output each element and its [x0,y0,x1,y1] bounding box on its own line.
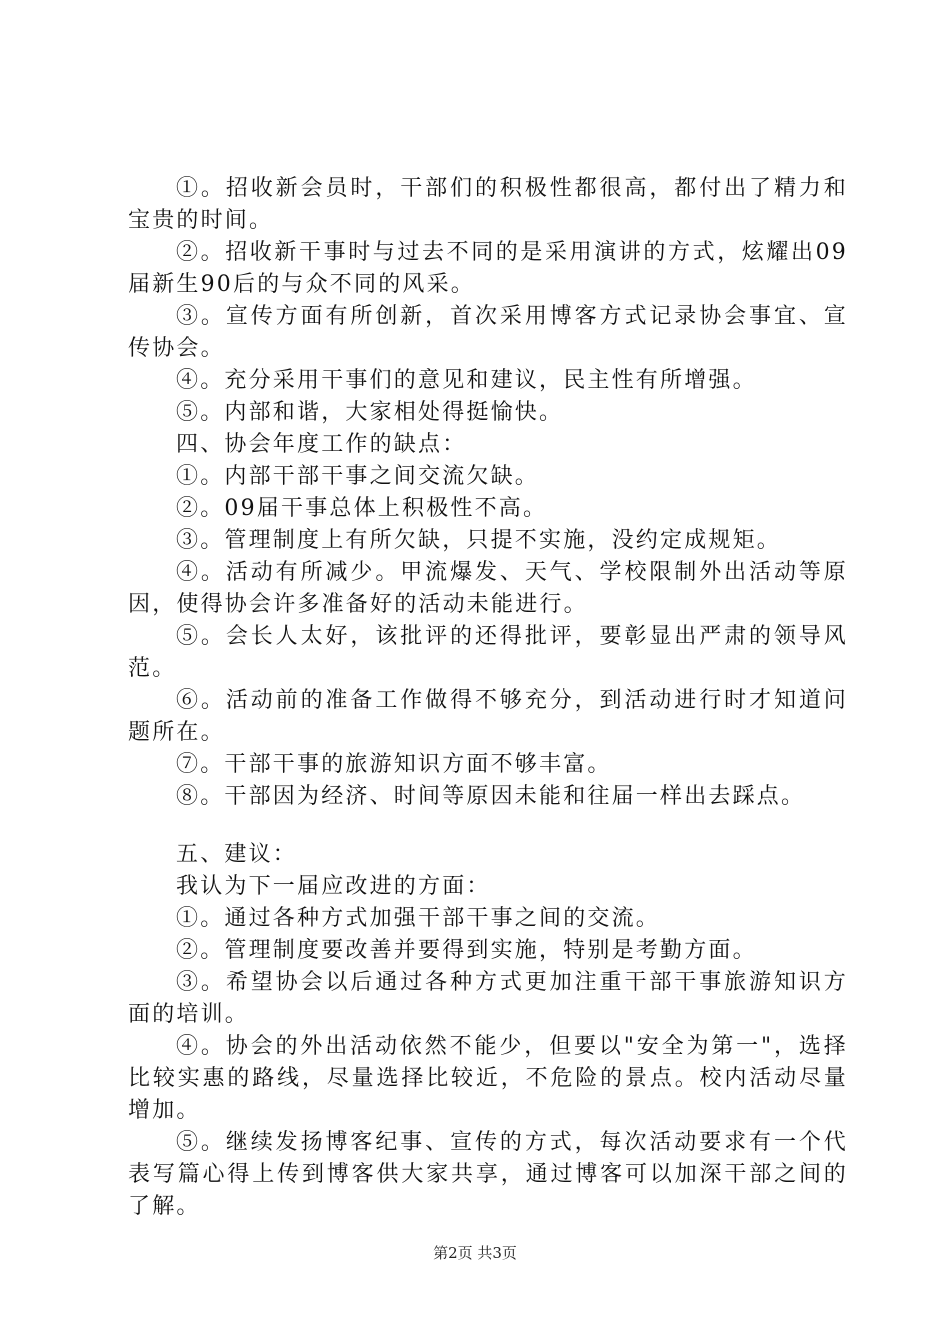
document-body [128,173,848,1223]
paragraph-strength-5: ⑤。内部和谐，大家相处得挺愉快。 [176,400,564,425]
section-heading-shortcomings: 四、协会年度工作的缺点： [176,432,467,457]
paragraph-shortcoming-1: ①。内部干部干事之间交流欠缺。 [176,464,540,489]
paragraph-shortcoming-2: ②。09届干事总体上积极性不高。 [176,496,548,521]
paragraph-shortcoming-7: ⑦。干部干事的旅游知识方面不够丰富。 [176,752,612,777]
paragraph-strength-2: ②。招收新干事时与过去不同的是采用演讲的方式，炫耀出09届新生90后的与众不同的风采。 [128,240,848,297]
paragraph-shortcoming-3: ③。管理制度上有所欠缺，只提不实施，没约定成规矩。 [176,528,782,553]
paragraph-strength-1: ①。招收新会员时，干部们的积极性都很高，都付出了精力和宝贵的时间。 [128,176,848,233]
paragraph-spacer [128,813,848,839]
paragraph-shortcoming-4: ④。活动有所减少。甲流爆发、天气、学校限制外出活动等原因，使得协会许多准备好的活动未能进行。 [128,560,848,617]
paragraph-shortcoming-8: ⑧。干部因为经济、时间等原因未能和往届一样出去踩点。 [176,784,806,809]
paragraph-strength-4: ④。充分采用干事们的意见和建议，民主性有所增强。 [176,368,757,393]
page-number-footer: 第2页 共3页 [433,1244,517,1262]
paragraph-strength-3: ③。宣传方面有所创新，首次采用博客方式记录协会事宜、宣传协会。 [128,304,848,361]
paragraph-suggestion-1: ①。通过各种方式加强干部干事之间的交流。 [176,906,661,931]
paragraph-suggestion-intro: 我认为下一届应改进的方面： [176,874,491,899]
paragraph-suggestion-2: ②。管理制度要改善并要得到实施，特别是考勤方面。 [176,938,757,963]
paragraph-suggestion-4: ④。协会的外出活动依然不能少，但要以"安全为第一"，选择比较实惠的路线，尽量选择比较近，不危险的景点。校内活动尽量增加。 [128,1034,848,1123]
paragraph-shortcoming-5: ⑤。会长人太好，该批评的还得批评，要彰显出严肃的领导风范。 [128,624,848,681]
paragraph-suggestion-5: ⑤。继续发扬博客纪事、宣传的方式，每次活动要求有一个代表写篇心得上传到博客供大家共享，通过博客可以加深干部之间的了解。 [128,1130,848,1219]
section-heading-suggestions: 五、建议： [176,842,298,867]
paragraph-suggestion-3: ③。希望协会以后通过各种方式更加注重干部干事旅游知识方面的培训。 [128,970,848,1027]
paragraph-shortcoming-6: ⑥。活动前的准备工作做得不够充分，到活动进行时才知道问题所在。 [128,688,848,745]
